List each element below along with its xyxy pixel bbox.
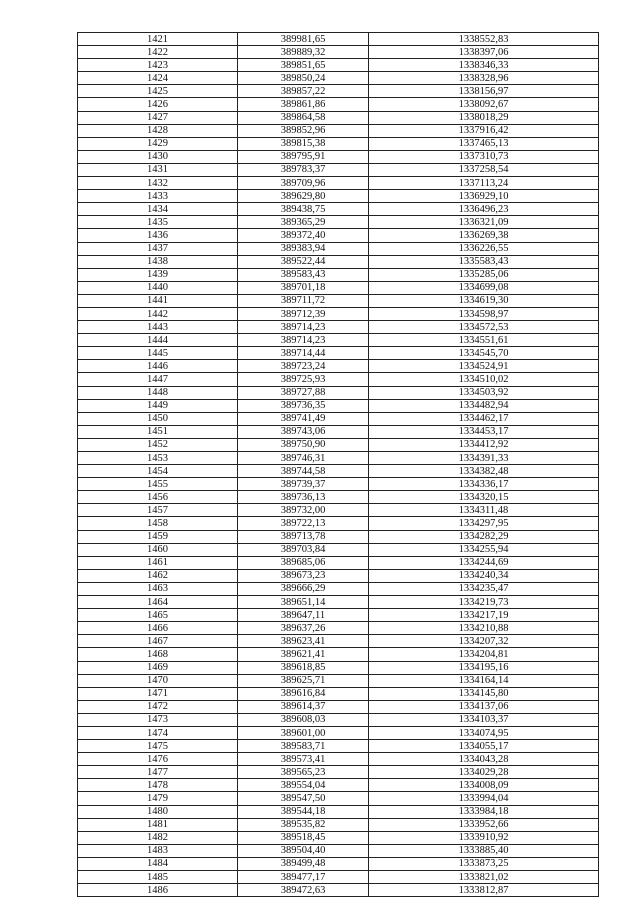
y-coordinate-cell: 1335285,06 xyxy=(369,268,599,281)
y-coordinate-cell: 1334282,29 xyxy=(369,530,599,543)
point-number-cell: 1468 xyxy=(78,648,238,661)
point-number-cell: 1424 xyxy=(78,72,238,85)
table-row xyxy=(78,857,599,870)
point-number-cell: 1429 xyxy=(78,137,238,150)
x-coordinate-cell: 389618,85 xyxy=(238,661,369,674)
y-coordinate-cell: 1336269,38 xyxy=(369,229,599,242)
point-number-cell: 1482 xyxy=(78,831,238,844)
x-coordinate-cell: 389583,43 xyxy=(238,268,369,281)
point-number-cell: 1432 xyxy=(78,177,238,190)
y-coordinate-cell: 1334524,91 xyxy=(369,360,599,373)
x-coordinate-cell: 389472,63 xyxy=(238,884,369,897)
point-number-cell: 1475 xyxy=(78,740,238,753)
x-coordinate-cell: 389647,11 xyxy=(238,609,369,622)
y-coordinate-cell: 1333885,40 xyxy=(369,844,599,857)
point-number-cell: 1421 xyxy=(78,33,238,46)
point-number-cell: 1473 xyxy=(78,713,238,726)
table-row xyxy=(78,412,599,425)
table-row xyxy=(78,321,599,334)
y-coordinate-cell: 1334240,34 xyxy=(369,569,599,582)
x-coordinate-cell: 389608,03 xyxy=(238,713,369,726)
y-coordinate-cell: 1334320,15 xyxy=(369,491,599,504)
x-coordinate-cell: 389857,22 xyxy=(238,85,369,98)
y-coordinate-cell: 1334008,09 xyxy=(369,779,599,792)
x-coordinate-cell: 389723,24 xyxy=(238,360,369,373)
table-row xyxy=(78,622,599,635)
x-coordinate-cell: 389547,50 xyxy=(238,792,369,805)
table-row xyxy=(78,59,599,72)
point-number-cell: 1446 xyxy=(78,360,238,373)
x-coordinate-cell: 389850,24 xyxy=(238,72,369,85)
x-coordinate-cell: 389499,48 xyxy=(238,857,369,870)
x-coordinate-cell: 389637,26 xyxy=(238,622,369,635)
table-row xyxy=(78,111,599,124)
point-number-cell: 1439 xyxy=(78,268,238,281)
table-row xyxy=(78,438,599,451)
x-coordinate-cell: 389614,37 xyxy=(238,700,369,713)
y-coordinate-cell: 1334336,17 xyxy=(369,478,599,491)
point-number-cell: 1444 xyxy=(78,334,238,347)
point-number-cell: 1471 xyxy=(78,687,238,700)
y-coordinate-cell: 1334572,53 xyxy=(369,321,599,334)
x-coordinate-cell: 389744,58 xyxy=(238,465,369,478)
point-number-cell: 1452 xyxy=(78,438,238,451)
y-coordinate-cell: 1334619,30 xyxy=(369,294,599,307)
table-row xyxy=(78,805,599,818)
y-coordinate-cell: 1337465,13 xyxy=(369,137,599,150)
point-number-cell: 1478 xyxy=(78,779,238,792)
table-row xyxy=(78,596,599,609)
x-coordinate-cell: 389712,39 xyxy=(238,307,369,320)
x-coordinate-cell: 389623,41 xyxy=(238,635,369,648)
point-number-cell: 1472 xyxy=(78,700,238,713)
y-coordinate-cell: 1333994,04 xyxy=(369,792,599,805)
table-row xyxy=(78,334,599,347)
y-coordinate-cell: 1334103,37 xyxy=(369,713,599,726)
x-coordinate-cell: 389625,71 xyxy=(238,674,369,687)
x-coordinate-cell: 389739,37 xyxy=(238,478,369,491)
table-row xyxy=(78,609,599,622)
table-row xyxy=(78,661,599,674)
table-row xyxy=(78,530,599,543)
table-row xyxy=(78,543,599,556)
point-number-cell: 1436 xyxy=(78,229,238,242)
y-coordinate-cell: 1338156,97 xyxy=(369,85,599,98)
point-number-cell: 1461 xyxy=(78,556,238,569)
x-coordinate-cell: 389711,72 xyxy=(238,294,369,307)
table-row xyxy=(78,85,599,98)
point-number-cell: 1462 xyxy=(78,569,238,582)
x-coordinate-cell: 389851,65 xyxy=(238,59,369,72)
table-row xyxy=(78,294,599,307)
y-coordinate-cell: 1333821,02 xyxy=(369,871,599,884)
table-row xyxy=(78,648,599,661)
point-number-cell: 1464 xyxy=(78,596,238,609)
y-coordinate-cell: 1334255,94 xyxy=(369,543,599,556)
point-number-cell: 1454 xyxy=(78,465,238,478)
point-number-cell: 1438 xyxy=(78,255,238,268)
x-coordinate-cell: 389601,00 xyxy=(238,726,369,739)
point-number-cell: 1469 xyxy=(78,661,238,674)
x-coordinate-cell: 389701,18 xyxy=(238,281,369,294)
x-coordinate-cell: 389714,44 xyxy=(238,347,369,360)
y-coordinate-cell: 1334219,73 xyxy=(369,596,599,609)
table-row xyxy=(78,46,599,59)
y-coordinate-cell: 1337258,54 xyxy=(369,163,599,176)
y-coordinate-cell: 1337310,73 xyxy=(369,150,599,163)
y-coordinate-cell: 1334503,92 xyxy=(369,386,599,399)
table-row xyxy=(78,582,599,595)
y-coordinate-cell: 1333812,87 xyxy=(369,884,599,897)
x-coordinate-cell: 389554,04 xyxy=(238,779,369,792)
y-coordinate-cell: 1338552,83 xyxy=(369,33,599,46)
table-row xyxy=(78,360,599,373)
x-coordinate-cell: 389518,45 xyxy=(238,831,369,844)
x-coordinate-cell: 389714,23 xyxy=(238,334,369,347)
x-coordinate-cell: 389714,23 xyxy=(238,321,369,334)
point-number-cell: 1433 xyxy=(78,190,238,203)
point-number-cell: 1477 xyxy=(78,766,238,779)
x-coordinate-cell: 389743,06 xyxy=(238,425,369,438)
point-number-cell: 1481 xyxy=(78,818,238,831)
x-coordinate-cell: 389365,29 xyxy=(238,216,369,229)
point-number-cell: 1486 xyxy=(78,884,238,897)
x-coordinate-cell: 389709,96 xyxy=(238,177,369,190)
x-coordinate-cell: 389736,35 xyxy=(238,399,369,412)
y-coordinate-cell: 1337113,24 xyxy=(369,177,599,190)
point-number-cell: 1441 xyxy=(78,294,238,307)
y-coordinate-cell: 1334195,16 xyxy=(369,661,599,674)
x-coordinate-cell: 389383,94 xyxy=(238,242,369,255)
x-coordinate-cell: 389741,49 xyxy=(238,412,369,425)
x-coordinate-cell: 389565,23 xyxy=(238,766,369,779)
point-number-cell: 1466 xyxy=(78,622,238,635)
y-coordinate-cell: 1334244,69 xyxy=(369,556,599,569)
x-coordinate-cell: 389583,71 xyxy=(238,740,369,753)
table-row xyxy=(78,137,599,150)
x-coordinate-cell: 389438,75 xyxy=(238,203,369,216)
point-number-cell: 1453 xyxy=(78,452,238,465)
table-row xyxy=(78,465,599,478)
y-coordinate-cell: 1334551,61 xyxy=(369,334,599,347)
table-row xyxy=(78,556,599,569)
x-coordinate-cell: 389703,84 xyxy=(238,543,369,556)
x-coordinate-cell: 389535,82 xyxy=(238,818,369,831)
table-row xyxy=(78,399,599,412)
table-row xyxy=(78,177,599,190)
y-coordinate-cell: 1333873,25 xyxy=(369,857,599,870)
table-row xyxy=(78,478,599,491)
point-number-cell: 1460 xyxy=(78,543,238,556)
table-row xyxy=(78,229,599,242)
y-coordinate-cell: 1334462,17 xyxy=(369,412,599,425)
table-row xyxy=(78,687,599,700)
point-number-cell: 1455 xyxy=(78,478,238,491)
point-number-cell: 1448 xyxy=(78,386,238,399)
table-row xyxy=(78,517,599,530)
x-coordinate-cell: 389864,58 xyxy=(238,111,369,124)
table-row xyxy=(78,779,599,792)
y-coordinate-cell: 1334137,06 xyxy=(369,700,599,713)
x-coordinate-cell: 389544,18 xyxy=(238,805,369,818)
point-number-cell: 1437 xyxy=(78,242,238,255)
x-coordinate-cell: 389673,23 xyxy=(238,569,369,582)
point-number-cell: 1445 xyxy=(78,347,238,360)
table-row xyxy=(78,216,599,229)
x-coordinate-cell: 389372,40 xyxy=(238,229,369,242)
point-number-cell: 1427 xyxy=(78,111,238,124)
table-row xyxy=(78,386,599,399)
y-coordinate-cell: 1334074,95 xyxy=(369,726,599,739)
x-coordinate-cell: 389504,40 xyxy=(238,844,369,857)
y-coordinate-cell: 1334204,81 xyxy=(369,648,599,661)
point-number-cell: 1426 xyxy=(78,98,238,111)
point-number-cell: 1465 xyxy=(78,609,238,622)
y-coordinate-cell: 1334699,08 xyxy=(369,281,599,294)
table-row xyxy=(78,504,599,517)
table-row xyxy=(78,281,599,294)
x-coordinate-cell: 389629,80 xyxy=(238,190,369,203)
table-row xyxy=(78,884,599,897)
table-row xyxy=(78,373,599,386)
y-coordinate-cell: 1334210,88 xyxy=(369,622,599,635)
table-row xyxy=(78,124,599,137)
point-number-cell: 1447 xyxy=(78,373,238,386)
coordinates-table-body xyxy=(78,33,599,897)
point-number-cell: 1430 xyxy=(78,150,238,163)
table-row xyxy=(78,268,599,281)
table-row xyxy=(78,98,599,111)
x-coordinate-cell: 389889,32 xyxy=(238,46,369,59)
y-coordinate-cell: 1338328,96 xyxy=(369,72,599,85)
x-coordinate-cell: 389666,29 xyxy=(238,582,369,595)
point-number-cell: 1483 xyxy=(78,844,238,857)
table-row xyxy=(78,700,599,713)
x-coordinate-cell: 389725,93 xyxy=(238,373,369,386)
table-row xyxy=(78,163,599,176)
table-row xyxy=(78,190,599,203)
x-coordinate-cell: 389713,78 xyxy=(238,530,369,543)
point-number-cell: 1451 xyxy=(78,425,238,438)
table-row xyxy=(78,726,599,739)
point-number-cell: 1434 xyxy=(78,203,238,216)
y-coordinate-cell: 1334598,97 xyxy=(369,307,599,320)
table-row xyxy=(78,766,599,779)
x-coordinate-cell: 389981,65 xyxy=(238,33,369,46)
point-number-cell: 1425 xyxy=(78,85,238,98)
x-coordinate-cell: 389651,14 xyxy=(238,596,369,609)
point-number-cell: 1470 xyxy=(78,674,238,687)
x-coordinate-cell: 389722,13 xyxy=(238,517,369,530)
table-row xyxy=(78,72,599,85)
y-coordinate-cell: 1334412,92 xyxy=(369,438,599,451)
point-number-cell: 1423 xyxy=(78,59,238,72)
point-number-cell: 1480 xyxy=(78,805,238,818)
x-coordinate-cell: 389685,06 xyxy=(238,556,369,569)
y-coordinate-cell: 1334029,28 xyxy=(369,766,599,779)
table-row xyxy=(78,255,599,268)
point-number-cell: 1442 xyxy=(78,307,238,320)
x-coordinate-cell: 389736,13 xyxy=(238,491,369,504)
x-coordinate-cell: 389795,91 xyxy=(238,150,369,163)
point-number-cell: 1449 xyxy=(78,399,238,412)
y-coordinate-cell: 1338346,33 xyxy=(369,59,599,72)
table-row xyxy=(78,831,599,844)
y-coordinate-cell: 1334391,33 xyxy=(369,452,599,465)
y-coordinate-cell: 1334311,48 xyxy=(369,504,599,517)
x-coordinate-cell: 389732,00 xyxy=(238,504,369,517)
coordinates-table xyxy=(77,32,599,897)
point-number-cell: 1458 xyxy=(78,517,238,530)
table-row xyxy=(78,33,599,46)
y-coordinate-cell: 1334043,28 xyxy=(369,753,599,766)
table-row xyxy=(78,242,599,255)
y-coordinate-cell: 1334482,94 xyxy=(369,399,599,412)
y-coordinate-cell: 1334145,80 xyxy=(369,687,599,700)
y-coordinate-cell: 1333952,66 xyxy=(369,818,599,831)
y-coordinate-cell: 1334510,02 xyxy=(369,373,599,386)
table-row xyxy=(78,713,599,726)
y-coordinate-cell: 1337916,42 xyxy=(369,124,599,137)
x-coordinate-cell: 389621,41 xyxy=(238,648,369,661)
y-coordinate-cell: 1334055,17 xyxy=(369,740,599,753)
x-coordinate-cell: 389815,38 xyxy=(238,137,369,150)
x-coordinate-cell: 389750,90 xyxy=(238,438,369,451)
point-number-cell: 1457 xyxy=(78,504,238,517)
y-coordinate-cell: 1338397,06 xyxy=(369,46,599,59)
point-number-cell: 1467 xyxy=(78,635,238,648)
y-coordinate-cell: 1333910,92 xyxy=(369,831,599,844)
point-number-cell: 1443 xyxy=(78,321,238,334)
table-row xyxy=(78,844,599,857)
table-row xyxy=(78,491,599,504)
point-number-cell: 1431 xyxy=(78,163,238,176)
y-coordinate-cell: 1334217,19 xyxy=(369,609,599,622)
y-coordinate-cell: 1334545,70 xyxy=(369,347,599,360)
point-number-cell: 1435 xyxy=(78,216,238,229)
x-coordinate-cell: 389522,44 xyxy=(238,255,369,268)
point-number-cell: 1428 xyxy=(78,124,238,137)
y-coordinate-cell: 1334382,48 xyxy=(369,465,599,478)
point-number-cell: 1456 xyxy=(78,491,238,504)
x-coordinate-cell: 389852,96 xyxy=(238,124,369,137)
point-number-cell: 1463 xyxy=(78,582,238,595)
y-coordinate-cell: 1336929,10 xyxy=(369,190,599,203)
y-coordinate-cell: 1338092,67 xyxy=(369,98,599,111)
x-coordinate-cell: 389727,88 xyxy=(238,386,369,399)
x-coordinate-cell: 389861,86 xyxy=(238,98,369,111)
point-number-cell: 1485 xyxy=(78,871,238,884)
table-row xyxy=(78,307,599,320)
y-coordinate-cell: 1334297,95 xyxy=(369,517,599,530)
point-number-cell: 1476 xyxy=(78,753,238,766)
table-row xyxy=(78,347,599,360)
table-row xyxy=(78,674,599,687)
x-coordinate-cell: 389573,41 xyxy=(238,753,369,766)
point-number-cell: 1474 xyxy=(78,726,238,739)
x-coordinate-cell: 389746,31 xyxy=(238,452,369,465)
point-number-cell: 1440 xyxy=(78,281,238,294)
y-coordinate-cell: 1336226,55 xyxy=(369,242,599,255)
table-row xyxy=(78,452,599,465)
y-coordinate-cell: 1334207,32 xyxy=(369,635,599,648)
x-coordinate-cell: 389477,17 xyxy=(238,871,369,884)
table-row xyxy=(78,569,599,582)
table-row xyxy=(78,818,599,831)
x-coordinate-cell: 389783,37 xyxy=(238,163,369,176)
table-row xyxy=(78,203,599,216)
point-number-cell: 1422 xyxy=(78,46,238,59)
table-row xyxy=(78,871,599,884)
table-row xyxy=(78,753,599,766)
y-coordinate-cell: 1335583,43 xyxy=(369,255,599,268)
y-coordinate-cell: 1334235,47 xyxy=(369,582,599,595)
table-row xyxy=(78,425,599,438)
y-coordinate-cell: 1336496,23 xyxy=(369,203,599,216)
y-coordinate-cell: 1338018,29 xyxy=(369,111,599,124)
y-coordinate-cell: 1336321,09 xyxy=(369,216,599,229)
y-coordinate-cell: 1334164,14 xyxy=(369,674,599,687)
x-coordinate-cell: 389616,84 xyxy=(238,687,369,700)
point-number-cell: 1450 xyxy=(78,412,238,425)
table-row xyxy=(78,635,599,648)
y-coordinate-cell: 1333984,18 xyxy=(369,805,599,818)
point-number-cell: 1479 xyxy=(78,792,238,805)
y-coordinate-cell: 1334453,17 xyxy=(369,425,599,438)
table-row xyxy=(78,740,599,753)
point-number-cell: 1484 xyxy=(78,857,238,870)
table-row xyxy=(78,150,599,163)
point-number-cell: 1459 xyxy=(78,530,238,543)
table-row xyxy=(78,792,599,805)
